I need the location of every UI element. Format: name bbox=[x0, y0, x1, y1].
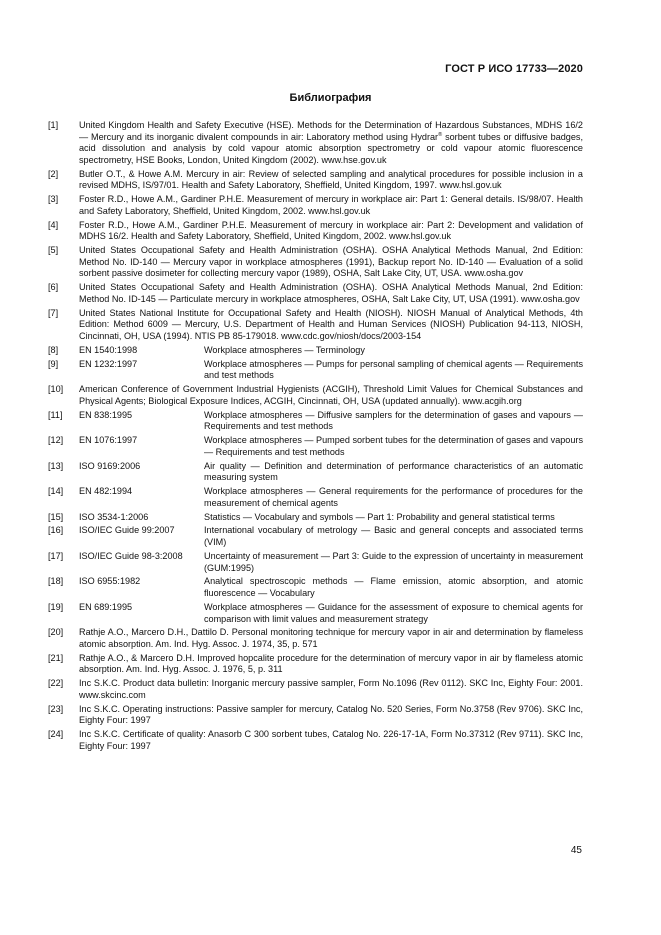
bibliography-entry bbox=[48, 627, 583, 650]
entry-number: [3] bbox=[48, 194, 59, 205]
bibliography-entry bbox=[48, 653, 583, 676]
bibliography-title: Библиография bbox=[289, 92, 372, 104]
reference-text: Foster R.D., Howe A.M., Gardiner P.H.E. Measurement of mercury in workplace air: Part 2: Development and validation of MDHS 16/2. Health and Safety Laboratory, Sheffield, United Kingdom, 2002. www.hsl.gov.uk bbox=[79, 219, 583, 242]
entry-number: [20] bbox=[48, 627, 64, 638]
entry-number: [5] bbox=[48, 245, 59, 256]
standard-title: Air quality — Definition and determination of performance characteristics of an automatic measuring system bbox=[204, 460, 583, 483]
page-number: 45 bbox=[570, 845, 582, 856]
standard-code: EN 1232:1997 bbox=[79, 358, 138, 369]
standard-title: Workplace atmospheres — General requirements for the performance of procedures for the measurement of chemical agents bbox=[204, 486, 583, 508]
entry-number: [4] bbox=[48, 219, 59, 230]
entry-number: [15] bbox=[48, 511, 64, 522]
reference-text: United States National Institute for Occupational Safety and Health (NIOSH). NIOSH Manual of Analytical Methods, 4th Edition: Method 6009 — Mercury, U.S. Department of Health and Human Services (NIOSH) Publication 94-113, NIOSH, Cincinnati, OH, USA (1994). NTIS PB 85-179018. www.cdc.gov/niosh/docs/2003-154 bbox=[79, 307, 583, 341]
reference-text: Inc S.K.C. Operating instructions: Passive sampler for mercury, Catalog No. 520 Series, Form No.3758 (Rev 9706). SKC Inc, Eighty Four: 1997 bbox=[79, 703, 583, 726]
standard-code: EN 1540:1998 bbox=[79, 344, 138, 355]
standard-code: EN 838:1995 bbox=[79, 409, 133, 420]
bibliography-entry bbox=[48, 282, 583, 305]
reference-text: Rathje A.O., & Marcero D.H. Improved hopcalite procedure for the determination of mercury vapor in air by flameless atomic absorption. Am. Ind. Hyg. Assoc. J. 1976, 5, p. 311 bbox=[79, 652, 583, 675]
reference-text: Inc S.K.C. Product data bulletin: Inorganic mercury passive sampler, Form No.1096 (Rev 0112). SKC Inc, Eighty Four: 2001. www.skcinc.com bbox=[79, 678, 583, 700]
bibliography-entry bbox=[48, 486, 583, 509]
standard-title: International vocabulary of metrology — Basic and general concepts and associated terms (VIM) bbox=[204, 525, 583, 548]
reference-text: United States Occupational Safety and Health Administration (OSHA). OSHA Analytical Methods Manual, 2nd Edition: Method No. ID-140 — Mercury vapor in workplace atmospheres (1991), Backup report No. ID-140 — Evaluation of a solid sorbent passive dosimeter for collecting mercury vapor (1989), OSHA, Salt Lake City, UT, USA. www.osha.gov bbox=[79, 245, 583, 279]
entry-number: [2] bbox=[48, 168, 59, 179]
bibliography-entry bbox=[48, 245, 583, 280]
bibliography-entry bbox=[48, 435, 583, 458]
reference-text: Foster R.D., Howe A.M., Gardiner P.H.E. Measurement of mercury in workplace air: Part 1: General details. IS/98/07. Health and Safety Laboratory, Sheffield, United Kingdom, 2002. www.hsl.gov.uk bbox=[79, 194, 583, 216]
reference-text: United States Occupational Safety and Health Administration (OSHA). OSHA Analytical Methods Manual, 2nd Edition: Method No. ID-145 — Particulate mercury in workplace atmospheres, OSHA, Salt Lake City, UT, USA (1991). www.osha.gov bbox=[79, 282, 583, 304]
bibliography-entry bbox=[48, 678, 583, 701]
standard-code: ISO/IEC Guide 98-3:2008 bbox=[79, 550, 183, 561]
entry-number: [7] bbox=[48, 307, 59, 318]
document-code-header: ГОСТ Р ИСО 17733—2020 bbox=[445, 63, 583, 75]
entry-number: [24] bbox=[48, 729, 64, 740]
entry-number: [8] bbox=[48, 344, 59, 355]
reference-text-continued: sorbent tubes or diffusive badges, acid dissolution and analysis by cold vapour atomic absorption spectrometry or cold vapour atomic fluorescence spectrometry, HSE Books, London, United Kingdom (2002). www.hse.gov.uk bbox=[79, 131, 583, 165]
reference-text: Rathje A.O., Marcero D.H., Dattilo D. Personal monitoring technique for mercury vapor in air and determination by flameless atomic absorption. Am. Ind. Hyg. Assoc. J. 1974, 35, p. 571 bbox=[79, 627, 583, 649]
entry-number: [19] bbox=[48, 601, 64, 612]
entry-number: [6] bbox=[48, 282, 59, 293]
standard-title: Analytical spectroscopic methods — Flame emission, atomic absorption, and atomic fluorescence — Vocabulary bbox=[204, 576, 583, 599]
bibliography-entry bbox=[48, 384, 583, 407]
bibliography-entry bbox=[48, 461, 583, 484]
entry-number: [11] bbox=[48, 409, 63, 420]
entry-number: [21] bbox=[48, 652, 64, 663]
bibliography-entry bbox=[48, 194, 583, 217]
standard-code: EN 689:1995 bbox=[79, 601, 133, 612]
standard-title: Workplace atmospheres — Diffusive samplers for the determination of gases and vapours — Requirements and test methods bbox=[204, 409, 583, 432]
bibliography-entry bbox=[48, 220, 583, 243]
bibliography-entry bbox=[48, 359, 583, 382]
reference-text: Inc S.K.C. Certificate of quality: Anasorb C 300 sorbent tubes, Catalog No. 226-17-1A, Form No.37312 (Rev 9711). SKC Inc, Eighty Four: 1997 bbox=[79, 729, 583, 751]
bibliography-entry bbox=[48, 308, 583, 343]
reference-text: United Kingdom Health and Safety Executive (HSE). Methods for the Determination of Hazardous Substances, MDHS 16/2 — Mercury and its inorganic divalent compounds in air: Laboratory method using Hydrar bbox=[79, 120, 583, 142]
bibliography-entry bbox=[48, 551, 583, 574]
entry-number: [22] bbox=[48, 678, 64, 689]
bibliography-entry bbox=[48, 602, 583, 625]
entry-number: [10] bbox=[48, 384, 64, 395]
bibliography-entry bbox=[48, 169, 583, 192]
entry-number: [14] bbox=[48, 486, 64, 497]
bibliography-entry bbox=[48, 525, 583, 548]
standard-title: Uncertainty of measurement — Part 3: Guide to the expression of uncertainty in measurement (GUM:1995) bbox=[204, 550, 583, 573]
standard-code: ISO/IEC Guide 99:2007 bbox=[79, 525, 175, 536]
bibliography-entry bbox=[48, 729, 583, 752]
standard-title: Statistics — Vocabulary and symbols — Part 1: Probability and general statistical terms bbox=[204, 511, 555, 522]
bibliography-entry bbox=[48, 704, 583, 727]
standard-code: ISO 3534-1:2006 bbox=[79, 511, 149, 522]
standard-code: ISO 9169:2006 bbox=[79, 460, 141, 471]
bibliography-entry bbox=[48, 576, 583, 599]
standard-code: EN 1076:1997 bbox=[79, 435, 138, 446]
bibliography-entry bbox=[48, 410, 583, 433]
bibliography-entry bbox=[48, 345, 583, 357]
entry-number: [18] bbox=[48, 576, 64, 587]
entry-number: [23] bbox=[48, 703, 64, 714]
entry-number: [12] bbox=[48, 435, 64, 446]
entry-number: [17] bbox=[48, 550, 64, 561]
reference-text: American Conference of Government Industrial Hygienists (ACGIH), Threshold Limit Values for Chemical Substances and Physical Agents; Biological Exposure Indices, ACGIH, Cincinnati, OH, USA (updated annually). www.acgih.org bbox=[79, 384, 583, 406]
reference-text: Butler O.T., & Howe A.M. Mercury in air: Review of selected sampling and analytical procedures for possible inclusion in a revised MDHS, IS/97/01. Health and Safety Laboratory, Sheffield, United Kingdom, 1997. www.hsl.gov.uk bbox=[79, 168, 583, 191]
standard-title: Workplace atmospheres — Guidance for the assessment of exposure to chemical agents for comparison with limit values and measurement strategy bbox=[204, 601, 583, 624]
entry-number: [9] bbox=[48, 358, 59, 369]
entry-number: [1] bbox=[48, 120, 59, 130]
entry-number: [16] bbox=[48, 525, 64, 536]
bibliography-entry bbox=[48, 120, 583, 166]
entry-number: [13] bbox=[48, 460, 64, 471]
standard-title: Workplace atmospheres — Terminology bbox=[204, 344, 365, 355]
standard-code: EN 482:1994 bbox=[79, 486, 133, 497]
standard-title: Workplace atmospheres — Pumps for personal sampling of chemical agents — Requirements and test methods bbox=[204, 358, 583, 381]
registered-mark: ® bbox=[438, 131, 443, 138]
standard-code: ISO 6955:1982 bbox=[79, 576, 141, 587]
bibliography-list bbox=[48, 120, 583, 755]
bibliography-entry bbox=[48, 512, 583, 524]
standard-title: Workplace atmospheres — Pumped sorbent tubes for the determination of gases and vapours — Requirements and test methods bbox=[204, 435, 583, 457]
